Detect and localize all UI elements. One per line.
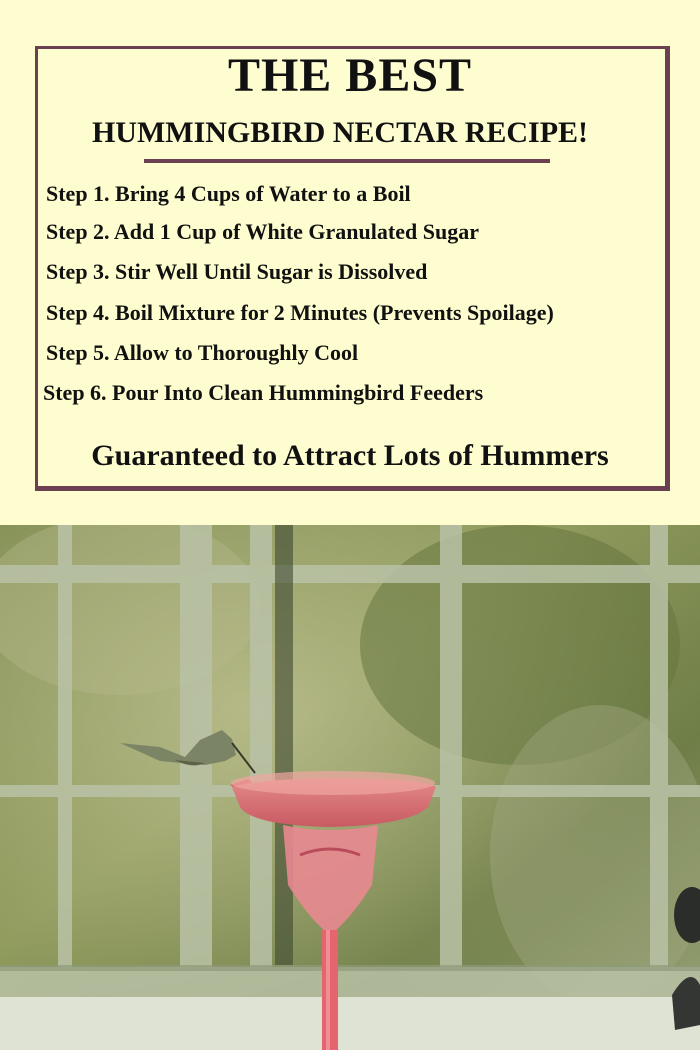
hummingbird-photo (0, 525, 700, 1050)
step-3: Step 3. Stir Well Until Sugar is Dissolved (46, 259, 428, 284)
step-2: Step 2. Add 1 Cup of White Granulated Sugar (46, 219, 479, 244)
recipe-title: THE BEST (227, 49, 473, 102)
step-5: Step 5. Allow to Thoroughly Cool (46, 340, 359, 365)
recipe-subtitle: HUMMINGBIRD NECTAR RECIPE! (91, 116, 589, 149)
tagline: Guaranteed to Attract Lots of Hummers (91, 439, 609, 472)
step-1: Step 1. Bring 4 Cups of Water to a Boil (46, 181, 411, 206)
photo-illustration (0, 525, 700, 1050)
title-divider (144, 159, 550, 163)
step-6: Step 6. Pour Into Clean Hummingbird Feeders (43, 380, 484, 405)
step-4: Step 4. Boil Mixture for 2 Minutes (Prevents Spoilage) (46, 300, 554, 325)
